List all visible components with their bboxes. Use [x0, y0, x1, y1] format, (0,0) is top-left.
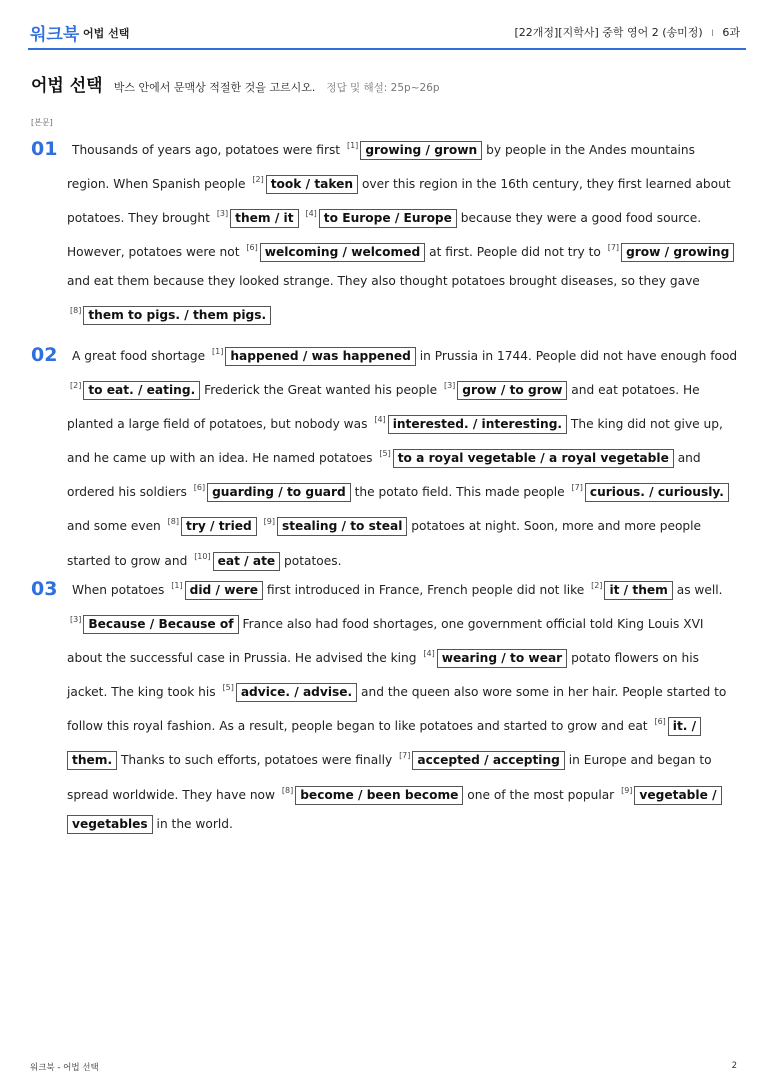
blank-number: [2]	[591, 581, 603, 590]
question-number-03: 03	[31, 578, 58, 600]
choice-box[interactable]: interested. / interesting.	[388, 415, 567, 434]
blank-number: [3]	[70, 615, 82, 625]
course-info	[514, 24, 740, 40]
choice-box[interactable]: happened / was happened	[225, 347, 415, 366]
exercise-instruction: 박스 안에서 문맥상 적절한 것을 고르시오.	[113, 81, 316, 94]
choice-box[interactable]: guarding / to guard	[207, 483, 351, 502]
page-number: 2	[731, 1061, 737, 1071]
exercise-title-row	[31, 71, 440, 96]
blank-number: [6]	[654, 717, 666, 727]
choice-box[interactable]: wearing / to wear	[437, 649, 567, 668]
lesson-label: 6과	[722, 26, 740, 39]
choice-box[interactable]: vegetable / vegetables	[67, 786, 722, 834]
passage-tag: [본문]	[31, 118, 53, 127]
passage-text: When potatoes	[72, 583, 169, 597]
course-name: [22개정][지학사] 중학 영어 2 (송미정)	[514, 26, 703, 39]
question-number-02: 02	[31, 344, 58, 366]
question-number-01: 01	[31, 138, 58, 160]
blank-number: [4]	[374, 415, 386, 425]
passage-text: The king did not give up, and he came up with an idea. He named potatoes	[67, 417, 723, 466]
blank-number: [2]	[252, 175, 264, 185]
answer-reference: 정답 및 해설: 25p~26p	[326, 82, 440, 94]
passage-text: the potato field. This made people	[350, 485, 569, 500]
choice-box[interactable]: stealing / to steal	[277, 517, 407, 536]
passage-text: and ordered his soldiers	[67, 451, 701, 500]
blank-number: [8]	[167, 517, 180, 527]
header-separator: I	[711, 29, 714, 39]
blank-number: [6]	[193, 483, 206, 493]
choice-box[interactable]: growing / grown	[360, 141, 482, 160]
page-header	[28, 18, 746, 50]
passage-01	[67, 131, 741, 331]
choice-box[interactable]: grow / growing	[621, 243, 734, 262]
passage-text: as well.	[672, 583, 723, 597]
choice-box[interactable]: to eat. / eating.	[83, 381, 200, 400]
choice-box[interactable]: it. / them.	[67, 717, 701, 770]
blank-number: [4]	[305, 209, 317, 219]
choice-box[interactable]: welcoming / welcomed	[260, 243, 426, 262]
passage-text: by people in the Andes mountains region. When Spanish people	[67, 143, 695, 192]
choice-box[interactable]: accepted / accepting	[412, 751, 564, 770]
passage-text: A great food shortage	[72, 349, 210, 363]
passage-text: first introduced in France, French people did not like	[263, 583, 589, 597]
blank-number: [8]	[281, 785, 294, 795]
passage-text: France also had food shortages, one government official told King Louis XVI about the successful case in Prussia. He advised the king	[67, 617, 704, 666]
choice-box[interactable]: them / it	[230, 209, 298, 228]
passage-text	[299, 211, 303, 225]
passage-text: potato flowers on his jacket. The king took his	[67, 651, 699, 700]
choice-box[interactable]: it / them	[604, 581, 672, 600]
passage-text: potatoes.	[280, 553, 342, 568]
choice-box[interactable]: to Europe / Europe	[319, 209, 457, 228]
passage-text: Thousands of years ago, potatoes were first	[72, 143, 344, 157]
blank-number: [2]	[70, 381, 82, 391]
passage-text: because they were a good food source. However, potatoes were not	[67, 211, 702, 260]
passage-text	[257, 519, 261, 533]
passage-text: potatoes at night. Soon, more and more people started to grow and	[67, 519, 702, 568]
choice-box[interactable]: Because / Because of	[83, 615, 238, 634]
blank-number: [1]	[346, 141, 359, 150]
passage-text: and eat them because they looked strange. They also thought potatoes brought diseases, so they gave	[67, 274, 700, 289]
passage-text: one of the most popular	[463, 787, 619, 802]
choice-box[interactable]: them to pigs. / them pigs.	[83, 306, 271, 325]
blank-number: [5]	[222, 683, 234, 693]
blank-number: [3]	[443, 381, 456, 391]
blank-number: [10]	[194, 551, 211, 561]
brand-title: 워크북	[30, 25, 80, 45]
choice-box[interactable]: grow / to grow	[457, 381, 567, 400]
passage-text: at first. People did not try to	[425, 245, 605, 260]
choice-box[interactable]: eat / ate	[213, 552, 281, 571]
passage-text: Thanks to such efforts, potatoes were finally	[117, 753, 397, 768]
passage-text: and some even	[67, 519, 165, 534]
choice-box[interactable]: become / been become	[295, 786, 463, 805]
passage-text: and eat potatoes. He planted a large field of potatoes, but nobody was	[67, 383, 700, 432]
choice-box[interactable]: advice. / advise.	[236, 683, 357, 702]
choice-box[interactable]: curious. / curiously.	[585, 483, 729, 502]
passage-text: in Europe and began to spread worldwide. They have now	[67, 753, 712, 802]
blank-number: [4]	[423, 649, 435, 659]
blank-number: [5]	[379, 449, 391, 459]
blank-number: [8]	[70, 306, 82, 316]
passage-text: in Prussia in 1744. People did not have enough food	[415, 349, 738, 363]
passage-text: Frederick the Great wanted his people	[200, 383, 441, 398]
blank-number: [9]	[621, 785, 633, 795]
passage-02	[67, 337, 741, 576]
blank-number: [1]	[212, 347, 224, 356]
choice-box[interactable]: did / were	[185, 581, 263, 600]
footer-label: 워크북 - 어법 선택	[30, 1063, 99, 1073]
blank-number: [1]	[171, 581, 183, 590]
passage-text: in the world.	[152, 816, 233, 831]
section-label: 어법 선택	[83, 27, 130, 40]
passage-text: and the queen also wore some in her hair. People started to follow this royal fashion. As a result, people began to like potatoes and started to grow and eat	[67, 685, 727, 734]
blank-number: [7]	[607, 243, 620, 253]
blank-number: [9]	[263, 517, 275, 527]
passage-03	[67, 571, 741, 839]
choice-box[interactable]: to a royal vegetable / a royal vegetable	[393, 449, 674, 468]
exercise-title: 어법 선택	[31, 76, 103, 96]
blank-number: [6]	[246, 243, 258, 253]
blank-number: [7]	[399, 751, 411, 761]
passage-text: over this region in the 16th century, they first learned about potatoes. They brought	[67, 177, 731, 226]
choice-box[interactable]: try / tried	[181, 517, 257, 536]
blank-number: [3]	[216, 209, 229, 219]
blank-number: [7]	[571, 483, 583, 493]
choice-box[interactable]: took / taken	[266, 175, 358, 194]
